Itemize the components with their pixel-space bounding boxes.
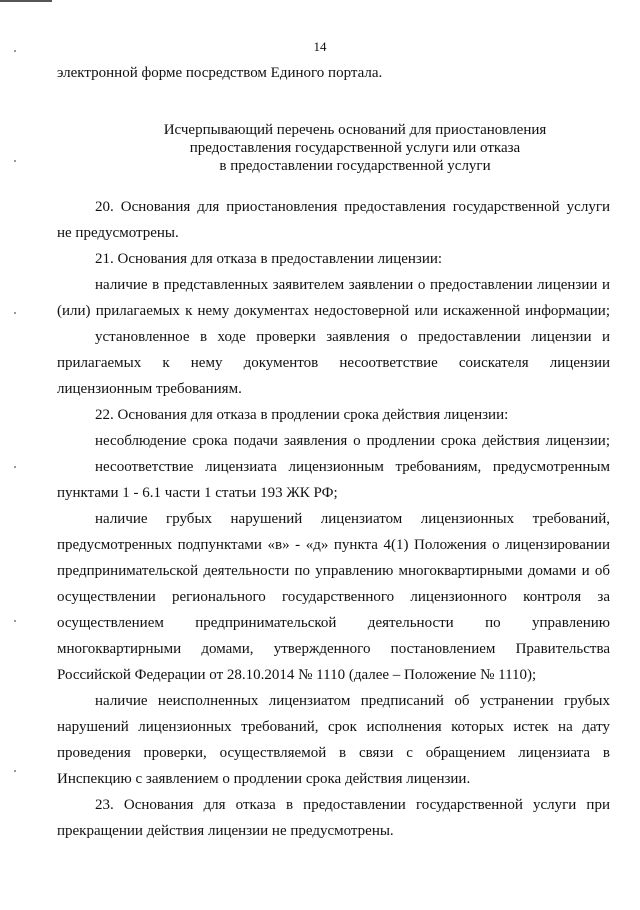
scan-dot bbox=[14, 770, 16, 772]
paragraph-line: (или) прилагаемых к нему документах недостоверной или искаженной информации; bbox=[57, 303, 610, 319]
paragraph-line: осуществлении регионального государственного лицензионного контроля за bbox=[57, 589, 610, 605]
scan-dot bbox=[14, 312, 16, 314]
heading-line-3: в предоставлении государственной услуги bbox=[219, 158, 491, 174]
paragraph-line: не предусмотрены. bbox=[57, 225, 179, 241]
paragraph-line: проведения проверки, осуществляемой в связи с обращением лицензиата в bbox=[57, 745, 610, 761]
paragraph-line: Инспекцию с заявлением о продлении срока действия лицензии. bbox=[57, 771, 471, 787]
heading-line-2: предоставления государственной услуги или отказа bbox=[189, 140, 521, 156]
paragraph-line: пунктами 1 - 6.1 части 1 статьи 193 ЖК РФ; bbox=[57, 485, 338, 501]
paragraph-line: предусмотренных подпунктами «в» - «д» пункта 4(1) Положения о лицензировании bbox=[57, 537, 610, 553]
paragraph-line: 23. Основания для отказа в предоставлении государственной услуги при bbox=[95, 797, 610, 813]
paragraph-line: 20. Основания для приостановления предоставления государственной услуги bbox=[95, 199, 610, 215]
paragraph-line: нарушений лицензионных требований, срок исполнения которых истек на дату bbox=[57, 719, 610, 735]
paragraph-line: 21. Основания для отказа в предоставлении лицензии: bbox=[95, 251, 443, 267]
scan-dot bbox=[14, 466, 16, 468]
paragraph-line: прекращении действия лицензии не предусмотрены. bbox=[57, 823, 394, 839]
paragraph-line: наличие грубых нарушений лицензиатом лицензионных требований, bbox=[95, 511, 610, 527]
paragraph-line: лицензионным требованиям. bbox=[57, 381, 242, 397]
paragraph-line: установленное в ходе проверки заявления о предоставлении лицензии и bbox=[95, 329, 610, 345]
heading-line-1: Исчерпывающий перечень оснований для приостановления bbox=[163, 122, 547, 138]
paragraph-line: несоответствие лицензиата лицензионным требованиям, предусмотренным bbox=[95, 459, 610, 475]
paragraph-line: осуществлением предпринимательской деятельности по управлению bbox=[57, 615, 610, 631]
paragraph-line: предпринимательской деятельности по управлению многоквартирными домами и об bbox=[57, 563, 610, 579]
paragraph-line: несоблюдение срока подачи заявления о продлении срока действия лицензии; bbox=[95, 433, 610, 449]
paragraph-line: многоквартирными домами, утвержденного постановлением Правительства bbox=[57, 641, 610, 657]
paragraph-line: Российской Федерации от 28.10.2014 № 1110 (далее – Положение № 1110); bbox=[57, 667, 537, 683]
paragraph-line: 22. Основания для отказа в продлении срока действия лицензии: bbox=[95, 407, 509, 423]
page-number: 14 bbox=[313, 39, 327, 54]
paragraph-line: наличие неисполненных лицензиатом предписаний об устранении грубых bbox=[95, 693, 610, 709]
intro-line: электронной форме посредством Единого портала. bbox=[57, 65, 383, 81]
paragraph-line: наличие в представленных заявителем заявлении о предоставлении лицензии и bbox=[95, 277, 610, 293]
scan-dot bbox=[14, 620, 16, 622]
scan-edge-mark bbox=[0, 0, 52, 2]
paragraph-line: прилагаемых к нему документов несоответствие соискателя лицензии bbox=[57, 355, 610, 371]
